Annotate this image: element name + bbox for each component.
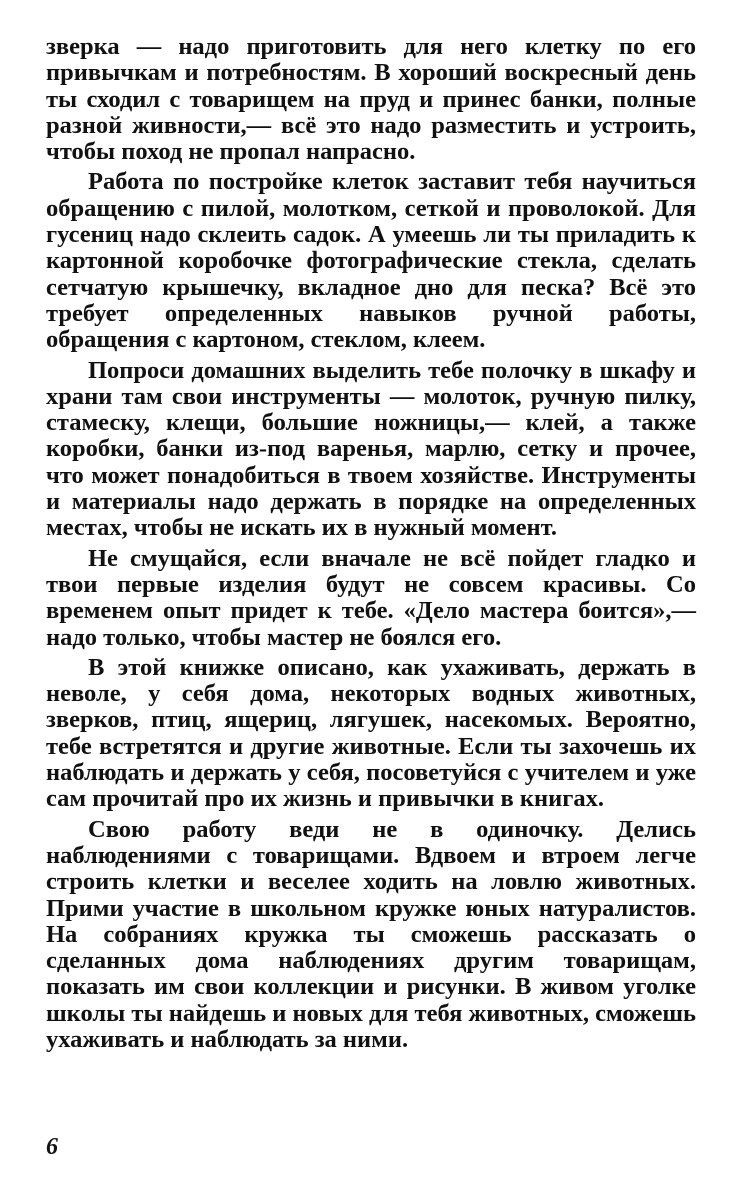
paragraph-5: В этой книжке описано, как ухаживать, держать в неволе, у себя дома, некоторых водных животных, зверков, птиц, ящериц, лягушек, насекомых. Вероятно, тебе встретятся и другие животные. Если ты захочешь их наблюдать и держать у себя, посоветуйся с учителем и уже сам прочитай про их жизнь и привычки в книгах. [46,653,696,813]
page-body [46,34,696,1053]
paragraph-6: Свою работу веди не в одиночку. Делись наблюдениями с товарищами. Вдвоем и втроем легче строить клетки и веселее ходить на ловлю животных. Прими участие в школьном кружке юных натуралистов. На собраниях кружка ты сможешь рассказать о сделанных дома наблюдениях другим товарищам, показать им свои коллекции и рисунки. В живом уголке школы ты найдешь и новых для тебя животных, сможешь ухаживать и наблюдать за ними. [46,815,696,1053]
paragraph-2: Работа по постройке клеток заставит тебя научиться обращению с пилой, молотком, сеткой и проволокой. Для гусениц надо склеить садок. А умеешь ли ты приладить к картонной коробочке фотографические стекла, сделать сетчатую крышечку, вкладное дно для песка? Всё это требует определенных навыков ручной работы, обращения с картоном, стеклом, клеем. [46,168,696,354]
paragraph-4: Не смущайся, если вначале не всё пойдет гладко и твои первые изделия будут не совсем красивы. Со временем опыт придет к тебе. «Дело мастера боится»,— надо только, чтобы мастер не боялся его. [46,544,696,651]
page-number: 6 [46,1134,58,1160]
paragraph-1: зверка — надо приготовить для него клетку по его привычкам и потребностям. В хороший воскресный день ты сходил с товарищем на пруд и принес банки, полные разной живности,— всё это надо разместить и устроить, чтобы поход не пропал напрасно. [46,33,696,166]
paragraph-3: Попроси домашних выделить тебе полочку в шкафу и храни там свои инструменты — молоток, ручную пилку, стамеску, клещи, большие ножницы,— клей, а также коробки, банки из-под варенья, марлю, сетку и прочее, что может понадобиться в твоем хозяйстве. Инструменты и материалы надо держать в порядке на определенных местах, чтобы не искать их в нужный момент. [46,356,696,542]
